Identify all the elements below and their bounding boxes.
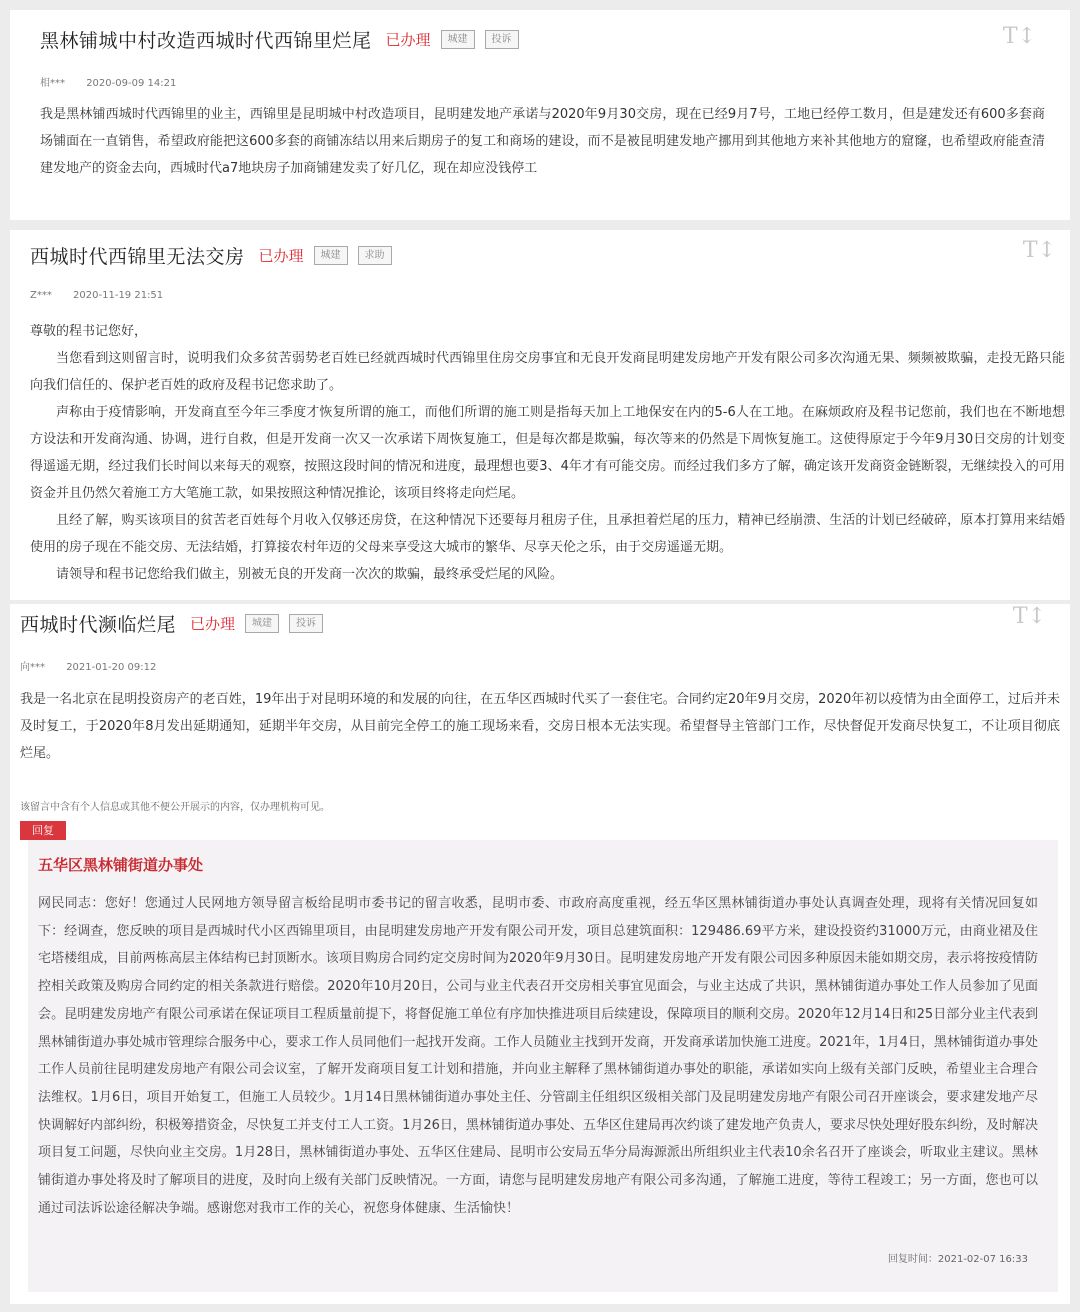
message-title[interactable]: 黑林铺城中村改造西城时代西锦里烂尾 [40,30,372,52]
author-name: 相*** [40,78,65,89]
title-row [40,26,519,53]
reply-time-value: 2021-02-07 16:33 [937,1254,1028,1265]
reply-box [28,840,1058,1292]
font-size-toggle-icon[interactable]: T↕ [1012,604,1046,629]
message-meta [40,74,176,89]
status-label: 已办理 [258,247,304,265]
body-paragraph: 我是一名北京在昆明投资房产的老百姓，19年出于对昆明环境的和发展的向往，在五华区西城时代买了一套住宅。合同约定20年9月交房，2020年初以疫情为由全面停工，过后并未及时复工，于2020年8月发出延期通知，延期半年交房，从目前完全停工的施工现场来看，交房日根本无法实现。希望督导主管部门工作，尽快督促开发商尽快复工，不让项目彻底烂尾。 [20,692,1060,761]
type-tag[interactable]: 求助 [358,246,392,265]
reply-department: 五华区黑林铺街道办事处 [38,856,204,874]
category-tag[interactable]: 城建 [245,614,279,633]
message-card-2 [10,230,1070,600]
author-name: 向*** [20,662,45,673]
status-label: 已办理 [190,615,236,633]
font-size-toggle-icon[interactable]: T↕ [1002,24,1036,49]
author-name: Z*** [30,290,52,301]
reply-text: 网民同志：您好！您通过人民网地方领导留言板给昆明市委书记的留言收悉，昆明市委、市政府高度重视，经五华区黑林铺街道办事处认真调查处理，现将有关情况回复如下：经调查，您反映的项目是西城时代小区西锦里项目，由昆明建发房地产开发有限公司开发，项目总建筑面积：129486.69平方米，建设投资约31000万元，由商业裙及住宅塔楼组成，目前两栋高层主体结构已封顶断水。该项目购房合同约定交房时间为2020年9月30日。昆明建发房地产开发有限公司因多种原因未能如期交房，表示将按疫情防控相关政策及购房合同约定的相关条款进行赔偿。2020年10月20日，公司与业主代表召开交房相关事宜见面会，与业主达成了共识，黑林铺街道办事处工作人员参加了见面会。昆明建发房地产有限公司承诺在保证项目工程质量前提下，将督促施工单位有序加快推进项目后续建设，保障项目的顺利交房。2020年12月14日和25日部分业主代表到黑林铺街道办事处城市管理综合服务中心，要求工作人员同他们一起找开发商。工作人员随业主找到开发商，开发商承诺加快施工进度。2021年，1月4日，黑林铺街道办事处工作人员前往昆明建发房地产有限公司会议室，了解开发商项目复工计划和措施，并向业主解释了黑林铺街道办事处的职能，承诺如实向上级有关部门反映，希望业主合理合法维权。1月6日，项目开始复工，但施工人员较少。1月14日黑林铺街道办事处主任、分管副主任组织区级相关部门及昆明建发房地产有限公司召开座谈会，要求建发地产尽快调解好内部纠纷，积极筹措资金，尽快复工并支付工人工资。1月26日，黑林铺街道办事处、五华区住建局再次约谈了建发地产负责人，要求尽快处理好股东纠纷，及时解决项目复工问题，尽快向业主交房。1月28日，黑林铺街道办事处、五华区住建局、昆明市公安局五华分局海源派出所组织业主代表10余名召开了座谈会，听取业主建议。黑林铺街道办事处将及时了解项目的进度，及时向上级有关部门反映情况。一方面，请您与昆明建发房地产有限公司多沟通，了解施工进度，等待工程竣工；另一方面，您也可以通过司法诉讼途径解决争端。感谢您对我市工作的关心，祝您身体健康、生活愉快！ [38,896,1039,1216]
message-body [20,686,1060,767]
status-label: 已办理 [385,31,431,49]
body-paragraph: 声称由于疫情影响，开发商直至今年三季度才恢复所谓的施工，而他们所谓的施工则是指每天加上工地保安在内的5-6人在工地。在麻烦政府及程书记您前，我们也在不断地想方设法和开发商沟通、协调，进行自救，但是开发商一次又一次承诺下周恢复施工，但是每次都是欺骗，每次等来的仍然是下周恢复施工。这使得原定于今年9月30日交房的计划变得遥遥无期，经过我们长时间以来每天的观察，按照这段时间的情况和进度，最理想也要3、4年才有可能交房。而经过我们多方了解，确定该开发商资金链断裂，无继续投入的可用资金并且仍然欠着施工方大笔施工款，如果按照这种情况推论，该项目终将走向烂尾。 [30,405,1065,501]
post-time: 2020-11-19 21:51 [73,290,164,301]
post-time: 2020-09-09 14:21 [86,78,177,89]
type-tag[interactable]: 投诉 [289,614,323,633]
post-time: 2021-01-20 09:12 [66,662,157,673]
body-greeting: 尊敬的程书记您好， [30,324,148,339]
message-title[interactable]: 西城时代濒临烂尾 [20,614,177,636]
category-tag[interactable]: 城建 [314,246,348,265]
message-title[interactable]: 西城时代西锦里无法交房 [30,246,245,268]
privacy-notice: 该留言中含有个人信息或其他不便公开展示的内容，仅办理机构可见。 [20,802,330,813]
message-meta [30,290,163,301]
reply-time-label: 回复时间： [887,1254,938,1265]
body-paragraph: 请领导和程书记您给我们做主，别被无良的开发商一次次的欺骗，最终承受烂尾的风险。 [56,567,564,582]
title-row [20,610,323,637]
message-meta [20,658,156,673]
reply-badge: 回复 [20,821,66,840]
message-card-3 [10,604,1070,1304]
category-tag[interactable]: 城建 [441,30,475,49]
font-size-toggle-icon[interactable]: T↕ [1022,238,1056,263]
body-paragraph: 且经了解，购买该项目的贫苦老百姓每个月收入仅够还房贷，在这种情况下还要每月租房子住，且承担着烂尾的压力，精神已经崩溃、生活的计划已经破碎，原本打算用来结婚使用的房子现在不能交房、无法结婚，打算接农村年迈的父母来享受这大城市的繁华、尽享天伦之乐，由于交房遥遥无期。 [30,513,1065,555]
message-body [30,318,1065,588]
type-tag[interactable]: 投诉 [485,30,519,49]
reply-time [888,1250,1028,1265]
title-row [30,242,392,269]
message-card-1 [10,10,1070,220]
message-body [40,101,1045,182]
body-paragraph: 我是黑林铺西城时代西锦里的业主，西锦里是昆明城中村改造项目，昆明建发地产承诺与2020年9月30交房，现在已经9月7号，工地已经停工数月，但是建发还有600多套商场铺面在一直销售，希望政府能把这600多套的商铺冻结以用来后期房子的复工和商场的建设，而不是被昆明建发地产挪用到其他地方来补其他地方的窟窿，也希望政府能查清建发地产的资金去向，西城时代a7地块房子加商铺建发卖了好几亿，现在却应没钱停工 [40,107,1045,176]
body-paragraph: 当您看到这则留言时，说明我们众多贫苦弱势老百姓已经就西城时代西锦里住房交房事宜和无良开发商昆明建发房地产开发有限公司多次沟通无果、频频被欺骗，走投无路只能向我们信任的、保护老百姓的政府及程书记您求助了。 [30,351,1065,393]
